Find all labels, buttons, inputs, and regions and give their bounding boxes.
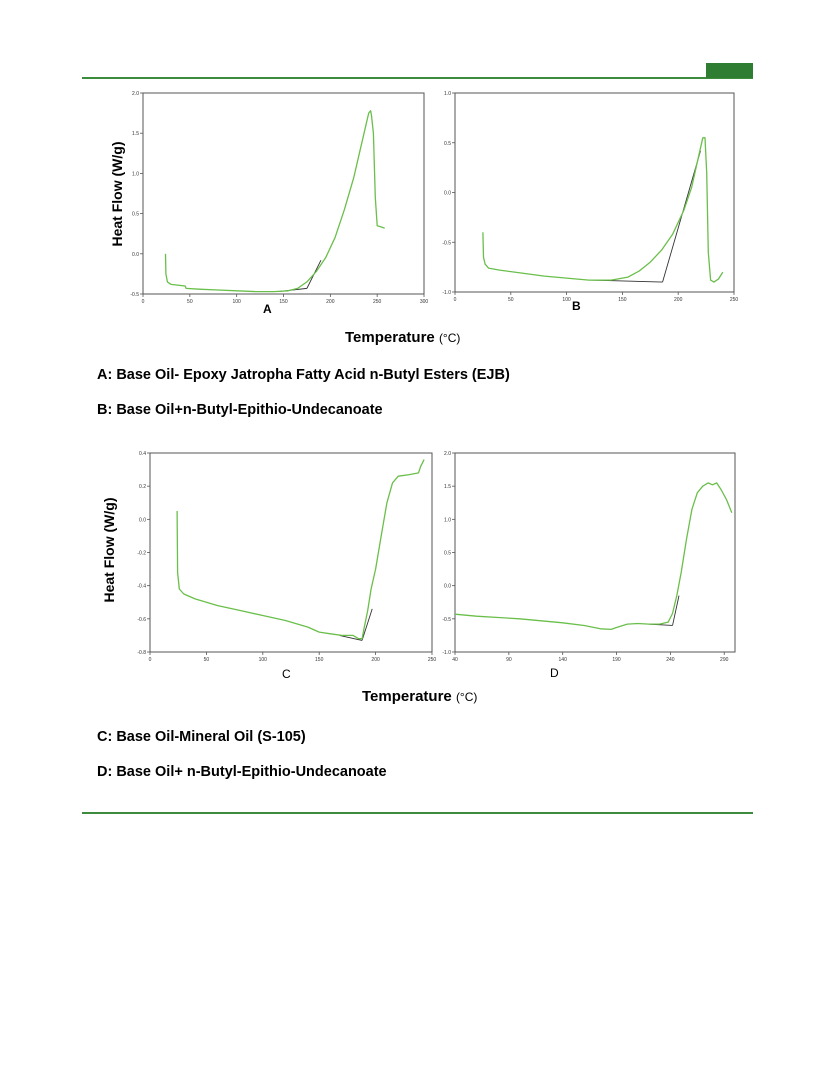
x-tick-label-d: 240 <box>666 657 675 663</box>
x-axis-label-text: Temperature <box>345 329 435 346</box>
x-tick-label-a: 50 <box>187 299 193 305</box>
plot-frame-d <box>455 453 735 652</box>
y-tick-label-a: 2.0 <box>132 91 139 97</box>
caption-c: C: Base Oil-Mineral Oil (S-105) <box>97 729 306 745</box>
y-tick-label-a: 1.5 <box>132 131 139 138</box>
y-tick-label-b: -0.5 <box>442 240 451 247</box>
plot-frame-b <box>455 93 734 292</box>
y-tick-label-c: 0.2 <box>139 484 146 491</box>
x-tick-label-b: 50 <box>508 297 514 303</box>
y-tick-label-c: -0.6 <box>137 616 146 623</box>
x-tick-label-c: 100 <box>258 657 267 663</box>
y-axis-label-bottom: Heat Flow (W/g) <box>101 497 117 603</box>
tangent-line-a <box>279 288 307 291</box>
y-axis-label-top: Heat Flow (W/g) <box>109 141 125 247</box>
x-tick-label-a: 100 <box>232 299 241 305</box>
tangent-line-c <box>362 609 372 641</box>
x-tick-label-c: 0 <box>148 657 152 663</box>
x-tick-label-a: 300 <box>419 299 429 305</box>
x-tick-label-c: 200 <box>371 657 380 663</box>
tangent-line-b <box>663 151 701 282</box>
tangent-line-d <box>649 624 673 625</box>
tangent-line-d <box>673 596 679 626</box>
y-tick-label-b: 1.0 <box>444 91 451 97</box>
x-tick-label-d: 40 <box>452 657 458 663</box>
x-axis-label-unit: (°C) <box>438 331 461 345</box>
series-line-a <box>166 111 385 292</box>
y-tick-label-c: -0.2 <box>137 550 146 557</box>
y-tick-label-c: 0.4 <box>139 451 146 457</box>
series-line-c <box>177 460 424 639</box>
x-axis-label-top <box>345 329 460 346</box>
series-line-d <box>455 483 732 630</box>
x-tick-label-d: 290 <box>720 657 729 663</box>
x-tick-label-b: 100 <box>562 297 571 303</box>
y-tick-label-d: 1.5 <box>444 484 451 491</box>
panel-label-a: A <box>263 302 272 316</box>
y-tick-label-b: -1.0 <box>442 290 451 296</box>
x-tick-label-c: 250 <box>427 657 437 663</box>
tangent-line-b <box>589 280 663 282</box>
y-tick-label-a: 1.0 <box>132 171 139 178</box>
y-tick-label-d: 1.0 <box>444 517 451 524</box>
x-tick-label-a: 250 <box>372 299 382 305</box>
y-tick-label-a: -0.5 <box>130 292 139 298</box>
x-tick-label-a: 150 <box>279 299 288 305</box>
y-tick-label-d: 2.0 <box>444 451 451 457</box>
y-tick-label-c: 0.0 <box>139 517 146 524</box>
header-tab <box>706 63 753 78</box>
x-tick-label-c: 50 <box>203 657 210 663</box>
y-tick-label-d: 0.5 <box>444 550 451 557</box>
panel-label-d: D <box>550 666 559 680</box>
x-tick-label-d: 190 <box>612 657 621 663</box>
panel-label-c: C <box>282 667 291 681</box>
x-tick-label-b: 250 <box>729 297 739 303</box>
x-tick-label-d: 90 <box>506 657 512 663</box>
x-tick-label-b: 150 <box>618 297 627 303</box>
footer-rule <box>82 812 753 814</box>
x-axis-label-bottom <box>362 688 477 705</box>
y-tick-label-a: 0.0 <box>132 251 139 258</box>
x-tick-label-a: 0 <box>141 299 145 305</box>
plot-frame-a <box>143 93 424 294</box>
y-tick-label-d: -1.0 <box>442 650 451 656</box>
tangent-line-a <box>307 260 321 288</box>
plot-frame-c <box>150 453 432 652</box>
y-tick-label-b: 0.0 <box>444 190 451 197</box>
x-tick-label-d: 140 <box>558 657 567 663</box>
caption-a: A: Base Oil- Epoxy Jatropha Fatty Acid n-Butyl Esters (EJB) <box>97 367 510 383</box>
caption-b: B: Base Oil+n-Butyl-Epithio-Undecanoate <box>97 402 383 418</box>
tangent-line-c <box>340 635 363 640</box>
y-tick-label-d: -0.5 <box>442 616 451 623</box>
y-tick-label-c: -0.4 <box>137 583 146 590</box>
header-rule <box>82 77 753 79</box>
x-axis-label-unit-bottom: (°C) <box>455 690 478 704</box>
x-tick-label-b: 200 <box>674 297 683 303</box>
caption-d: D: Base Oil+ n-Butyl-Epithio-Undecanoate <box>97 764 387 780</box>
y-tick-label-d: 0.0 <box>444 583 451 590</box>
x-tick-label-b: 0 <box>453 297 457 303</box>
series-line-b <box>483 138 723 282</box>
x-axis-label-text-bottom: Temperature <box>362 688 452 705</box>
y-tick-label-c: -0.8 <box>137 650 146 656</box>
panel-label-b: B <box>572 299 581 313</box>
x-tick-label-c: 150 <box>315 657 324 663</box>
y-tick-label-b: 0.5 <box>444 140 451 147</box>
y-tick-label-a: 0.5 <box>132 211 139 218</box>
x-tick-label-a: 200 <box>326 299 335 305</box>
